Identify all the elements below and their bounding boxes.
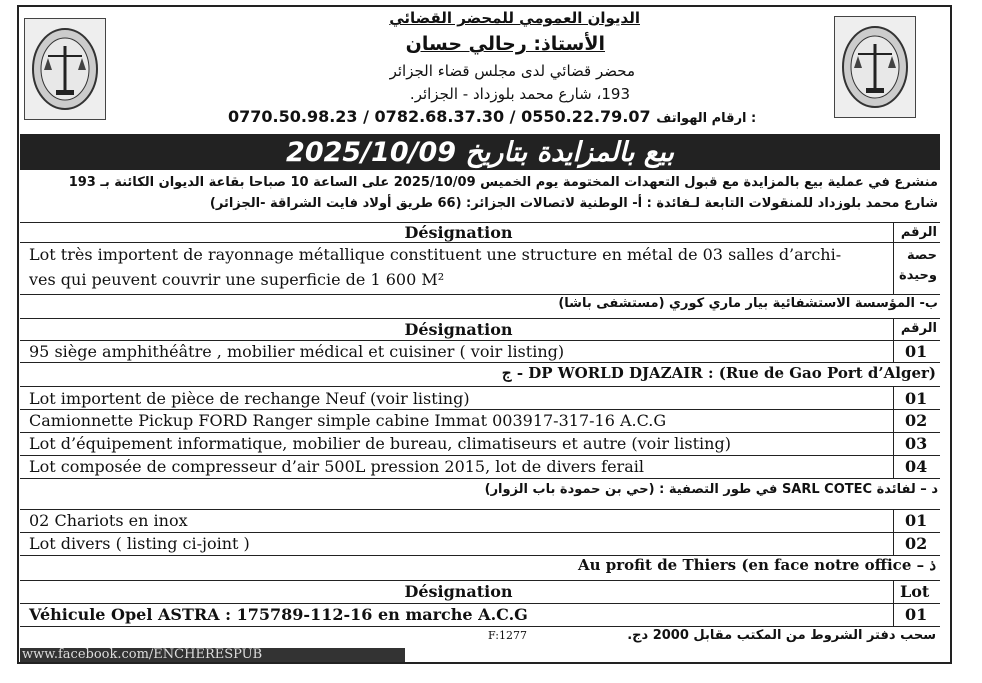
auction-date-banner: بيع بالمزايدة بتاريخ 2025/10/09 — [20, 134, 940, 170]
facebook-url-strip: www.facebook.com/ENCHERESPUB — [20, 648, 405, 662]
lot-row-text: Lot divers ( listing ci-joint ) — [29, 534, 250, 553]
lot-row-number: 01 — [905, 389, 928, 408]
lot-description-line-2: ves qui peuvent couvrir une superficie de 1 600 M² — [29, 270, 445, 289]
lot-header-e: Lot — [900, 582, 930, 601]
divider — [20, 455, 940, 456]
divider — [20, 362, 940, 363]
intro-line-2: شارع محمد بلوزداد للمنقولات التابعة لـفائدة : أ- الوطنية لاتصالات الجزائر: (66 طريق أولاد فايت الشراقة -الجزائر) — [209, 196, 938, 211]
lot-row-number: 02 — [905, 534, 928, 553]
lot-row-number: 03 — [905, 434, 928, 453]
lot-row-text: Lot d’équipement informatique, mobilier de bureau, climatiseurs et autre (voir listing) — [29, 434, 731, 453]
lot-description-line-1: Lot très importent de rayonnage métallique constituent une structure en métal de 03 salles d’archi- — [29, 245, 842, 264]
column-divider — [893, 318, 894, 362]
section-b-title: ب- المؤسسة الاستشفائية بيار ماري كوري (مستشفى باشا) — [558, 296, 938, 311]
num-header-b: الرقم — [900, 321, 937, 336]
lot-row-text: 95 siège amphithéâtre , mobilier médical et cuisiner ( voir listing) — [29, 342, 565, 361]
section-d-title: د – لفائدة SARL COTEC في طور التصفية : (حي بن حمودة باب الزوار) — [484, 482, 938, 497]
divider — [20, 432, 940, 433]
lot-row-number: 01 — [905, 605, 928, 624]
divider — [20, 386, 940, 387]
single-lot-label-1: حصة — [906, 248, 937, 263]
lot-row-text: Véhicule Opel ASTRA : 175789-112-16 en marche A.C.G — [29, 605, 528, 624]
phones-numbers: 0770.50.98.23 / 0782.68.37.30 / 0550.22.79.07 — [228, 107, 651, 126]
reference-code: F:1277 — [488, 629, 527, 642]
lot-row-number: 01 — [905, 342, 928, 361]
lot-row-text: Camionnette Pickup FORD Ranger simple cabine Immat 003917-317-16 A.C.G — [29, 411, 667, 430]
divider — [20, 318, 940, 319]
lot-row-number: 04 — [905, 457, 928, 476]
office-title: الديوان العمومي للمحضر القضائي — [389, 9, 640, 27]
court-seal-logo-right — [834, 16, 916, 118]
designation-header-b: Désignation — [404, 320, 513, 339]
phones-row — [228, 107, 828, 126]
scales-of-justice-icon — [30, 26, 100, 112]
num-header-a: الرقم — [900, 225, 937, 240]
lot-row-text: 02 Chariots en inox — [29, 511, 188, 530]
divider — [20, 532, 940, 533]
scales-of-justice-icon — [840, 24, 910, 110]
court-seal-logo-left — [24, 18, 106, 120]
lot-row-text: Lot importent de pièce de rechange Neuf (voir listing) — [29, 389, 470, 408]
bailiff-role: محضر قضائي لدى مجلس قضاء الجزائر — [389, 62, 635, 80]
divider — [20, 603, 940, 604]
divider — [20, 409, 940, 410]
designation-header-a: Désignation — [404, 223, 513, 242]
single-lot-label-2: وحيدة — [899, 268, 937, 283]
divider — [20, 580, 940, 581]
office-address: 193، شارع محمد بلوزداد - الجزائر. — [409, 85, 630, 103]
bailiff-name: الأستاذ: رحالي حسان — [405, 33, 605, 55]
conditions-note: سحب دفتر الشروط من المكتب مقابل 2000 دج. — [627, 628, 936, 643]
divider — [20, 509, 940, 510]
lot-row-number: 02 — [905, 411, 928, 430]
divider — [20, 294, 940, 295]
divider — [20, 478, 940, 479]
lot-row-text: Lot composée de compresseur d’air 500L pression 2015, lot de divers ferail — [29, 457, 644, 476]
intro-line-1: منشرع في عملية بيع بالمزايدة مع قبول التعهدات المختومة يوم الخميس 2025/10/09 على الساعة 10 صباحا بقاعة الديوان الكائنة بـ 193 — [68, 175, 938, 190]
phones-label: ارقام الهواتف : — [656, 111, 757, 126]
divider — [20, 340, 940, 341]
lot-row-number: 01 — [905, 511, 928, 530]
divider — [20, 242, 940, 243]
designation-header-e: Désignation — [404, 582, 513, 601]
column-divider — [893, 222, 894, 294]
divider — [20, 626, 940, 627]
section-c-title: ج - DP WORLD DJAZAIR : (Rue de Gao Port d’Alger) — [501, 364, 936, 382]
section-e-title: ذ – Au profit de Thiers (en face notre office — [577, 556, 936, 574]
